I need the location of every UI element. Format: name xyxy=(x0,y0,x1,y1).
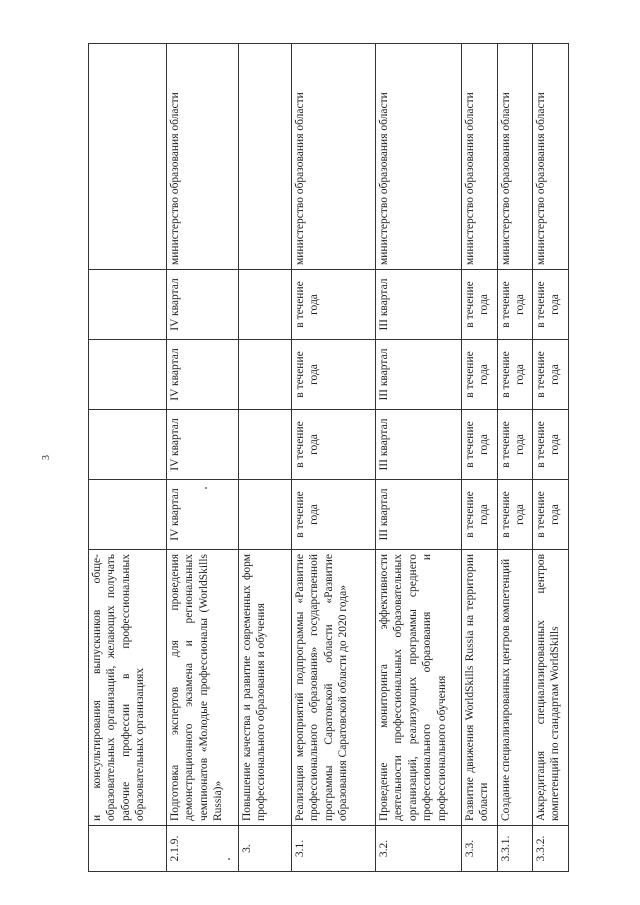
table-row xyxy=(239,44,292,872)
period-cell: в течение года xyxy=(292,340,376,410)
period-cell: в течение года xyxy=(498,270,533,340)
period-cell: III квартал xyxy=(376,480,462,550)
row-number: 3. xyxy=(239,826,292,872)
row-description: Развитие движения WorldSkills Russia на территории области xyxy=(462,550,498,826)
row-description: Подготовка экспертов для проведения демонстрационного экзамена и региональных чемпионатов «Молодые профессионалы (WorldSkills Russia)» xyxy=(167,550,239,826)
period-cell: в течение года xyxy=(533,270,569,340)
period-cell: в течение года xyxy=(498,480,533,550)
period-cell xyxy=(239,340,292,410)
row-number: 3.1. xyxy=(292,826,376,872)
table-row xyxy=(89,44,167,872)
row-number: 3.3. xyxy=(462,826,498,872)
period-cell: в течение года xyxy=(462,270,498,340)
responsible-cell xyxy=(89,44,167,270)
rotated-table-wrapper xyxy=(88,44,562,872)
period-cell: в течение года xyxy=(533,340,569,410)
responsible-cell: министерство образования области xyxy=(533,44,569,270)
row-number: 3.3.1. xyxy=(498,826,533,872)
period-cell: в течение года xyxy=(462,410,498,480)
period-cell: IV квартал xyxy=(167,340,239,410)
period-cell: в течение года xyxy=(292,270,376,340)
period-cell: IV квартал xyxy=(167,480,239,550)
period-cell xyxy=(239,270,292,340)
page-number: 3 xyxy=(41,455,52,460)
period-cell: в течение года xyxy=(533,410,569,480)
period-cell: в течение года xyxy=(498,340,533,410)
period-cell: в течение года xyxy=(292,480,376,550)
row-number: 3.2. xyxy=(376,826,462,872)
row-description: Аккредитация специализированных центров компетенций по стандартам WorldSkills xyxy=(533,550,569,826)
table-row xyxy=(462,44,498,872)
row-description: Проведение мониторинга эффективности деятельности профессиональных образовательных организаций, реализующих программы среднего профессионального образования и профессионального обучения xyxy=(376,550,462,826)
period-cell: в течение года xyxy=(498,410,533,480)
period-cell xyxy=(239,480,292,550)
period-cell: III квартал xyxy=(376,410,462,480)
responsible-cell: министерство образования области xyxy=(376,44,462,270)
row-number: 2.1.9. xyxy=(167,826,239,872)
responsible-cell: министерство образования области xyxy=(167,44,239,270)
period-cell: в течение года xyxy=(462,480,498,550)
table-row xyxy=(376,44,462,872)
row-description: Создание специализированных центров компетенций xyxy=(498,550,533,826)
responsible-cell xyxy=(239,44,292,270)
row-number xyxy=(89,826,167,872)
responsible-cell: министерство образования области xyxy=(498,44,533,270)
period-cell: IV квартал xyxy=(167,410,239,480)
period-cell xyxy=(89,410,167,480)
table-row xyxy=(167,44,239,872)
row-number: 3.3.2. xyxy=(533,826,569,872)
period-cell: IV квартал xyxy=(167,270,239,340)
period-cell xyxy=(89,480,167,550)
table-row xyxy=(292,44,376,872)
table-row xyxy=(498,44,533,872)
responsible-cell: министерство образования области xyxy=(462,44,498,270)
action-plan-table xyxy=(88,43,569,872)
responsible-cell: министерство образования области xyxy=(292,44,376,270)
row-description: Реализация мероприятий подпрограммы «Развитие профессионального образования» государственной программы Саратовской области «Развитие образования Саратовской области до 2020 года» xyxy=(292,550,376,826)
table-row xyxy=(533,44,569,872)
row-description: Повышение качества и развитие современных форм профессионального образования и обучения xyxy=(239,550,292,826)
period-cell: в течение года xyxy=(533,480,569,550)
period-cell xyxy=(239,410,292,480)
period-cell: III квартал xyxy=(376,340,462,410)
period-cell xyxy=(89,270,167,340)
period-cell: III квартал xyxy=(376,270,462,340)
row-description: и консультирования выпускников обще-образовательных организаций, желающих получать рабочие профессии в профессиональных образовательных организациях xyxy=(89,550,167,826)
period-cell xyxy=(89,340,167,410)
period-cell: в течение года xyxy=(292,410,376,480)
period-cell: в течение года xyxy=(462,340,498,410)
